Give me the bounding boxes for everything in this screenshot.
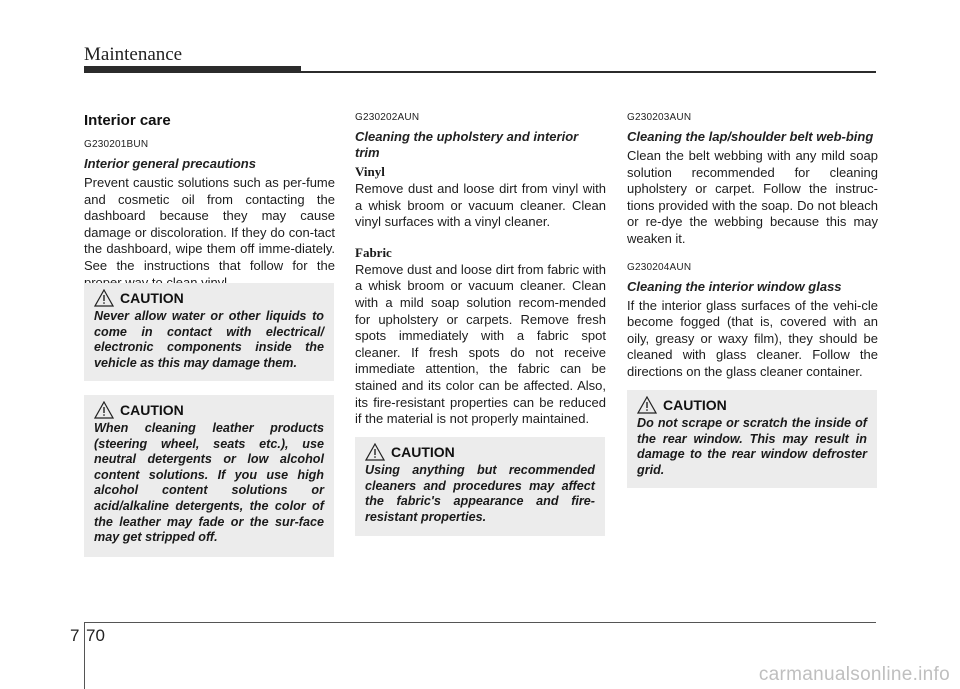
- column-1: [84, 108, 335, 291]
- caution-box-leather: [84, 395, 334, 557]
- header-rule-thin: [301, 71, 876, 73]
- caution-header: [365, 443, 595, 461]
- caution-title: CAUTION: [391, 444, 455, 460]
- section-code: G230201BUN: [84, 139, 149, 150]
- page-number: 70: [86, 626, 105, 645]
- footer-divider: [84, 622, 85, 689]
- page-title: Maintenance: [84, 44, 183, 65]
- column-2: [355, 108, 606, 428]
- caution-text: When cleaning leather products (steering wheel, seats etc.), use neutral detergents or low alcohol content solutions. If you use high alcohol content solutions or acid/alkaline detergents, the color of the leather may fade or the sur-face may get stripped off.: [94, 421, 324, 545]
- warning-triangle-icon: [365, 443, 385, 461]
- caution-box-cleaners: [355, 437, 605, 536]
- caution-header: [94, 289, 324, 307]
- subheading: Cleaning the lap/shoulder belt web-bing: [627, 129, 874, 144]
- section-code: G230203AUN: [627, 112, 692, 123]
- column-3: [627, 108, 878, 381]
- caution-text: Using anything but recommended cleaners and procedures may affect the fabric's appearance and fire-resistant properties.: [365, 463, 595, 524]
- warning-triangle-icon: [94, 289, 114, 307]
- fabric-paragraph: Remove dust and loose dirt from fabric with a whisk broom or vacuum cleaner. Clean with a mild soap solution recom-mended for upholstery or carpets. Remove fresh spots immediately with a fabric spot cleaner. If fresh spots do not receive immediate attention, the fabric can be stained and its color can be affected. Also, its fire-resistant properties can be reduced if the material is not properly maintained.: [355, 261, 606, 427]
- chapter-number: 7: [70, 626, 80, 645]
- warning-triangle-icon: [94, 401, 114, 419]
- body-paragraph: Prevent caustic solutions such as per-fume and cosmetic oil from contacting the dashboard because they may cause damage or discoloration. If they do con-tact the dashboard, wipe them off imme-diately. See the instructions that follow for the: [84, 175, 335, 273]
- header-rule-thick: [84, 66, 301, 73]
- caution-text: Do not scrape or scratch the inside of the rear window. This may result in damage to the rear window defroster grid.: [637, 416, 867, 477]
- section-title: Interior care: [84, 112, 171, 129]
- footer-rule: [84, 622, 876, 623]
- watermark-link[interactable]: carmanualsonline.info: [758, 664, 950, 685]
- body-paragraph: If the interior glass surfaces of the vehi-cle become fogged (that is, covered with an oily, greasy or waxy film), they should be cleaned with glass cleaner. Follow the directions on the glass cleaner container.: [627, 297, 878, 379]
- caution-box-electrical: [84, 283, 334, 381]
- section-code: G230202AUN: [355, 112, 420, 123]
- vinyl-paragraph: Remove dust and loose dirt from vinyl with a whisk broom or vacuum cleaner. Clean vinyl surfaces with a vinyl cleaner.: [355, 181, 606, 230]
- caution-box-rear-window: [627, 390, 877, 488]
- warning-triangle-icon: [637, 396, 657, 414]
- caution-header: [94, 401, 324, 419]
- caution-header: [637, 396, 867, 414]
- caution-text: Never allow water or other liquids to come in contact with electrical/ electronic components inside the vehicle as this may damage them.: [94, 309, 324, 370]
- vinyl-label: Vinyl: [355, 164, 385, 179]
- subheading: Cleaning the interior window glass: [627, 278, 842, 294]
- body-paragraph: Clean the belt webbing with any mild soap solution recommended for cleaning upholstery or carpet. Follow the instruc-tions provided with the soap. Do not bleach or re-dye the webbing because this may weaken it.: [627, 148, 878, 246]
- section-code: G230204AUN: [627, 261, 692, 273]
- subheading: Interior general precautions: [84, 156, 256, 171]
- caution-title: CAUTION: [120, 402, 184, 418]
- caution-title: CAUTION: [663, 397, 727, 413]
- subheading: Cleaning the upholstery and interior trim: [355, 129, 579, 160]
- caution-title: CAUTION: [120, 290, 184, 306]
- fabric-label: Fabric: [355, 244, 392, 260]
